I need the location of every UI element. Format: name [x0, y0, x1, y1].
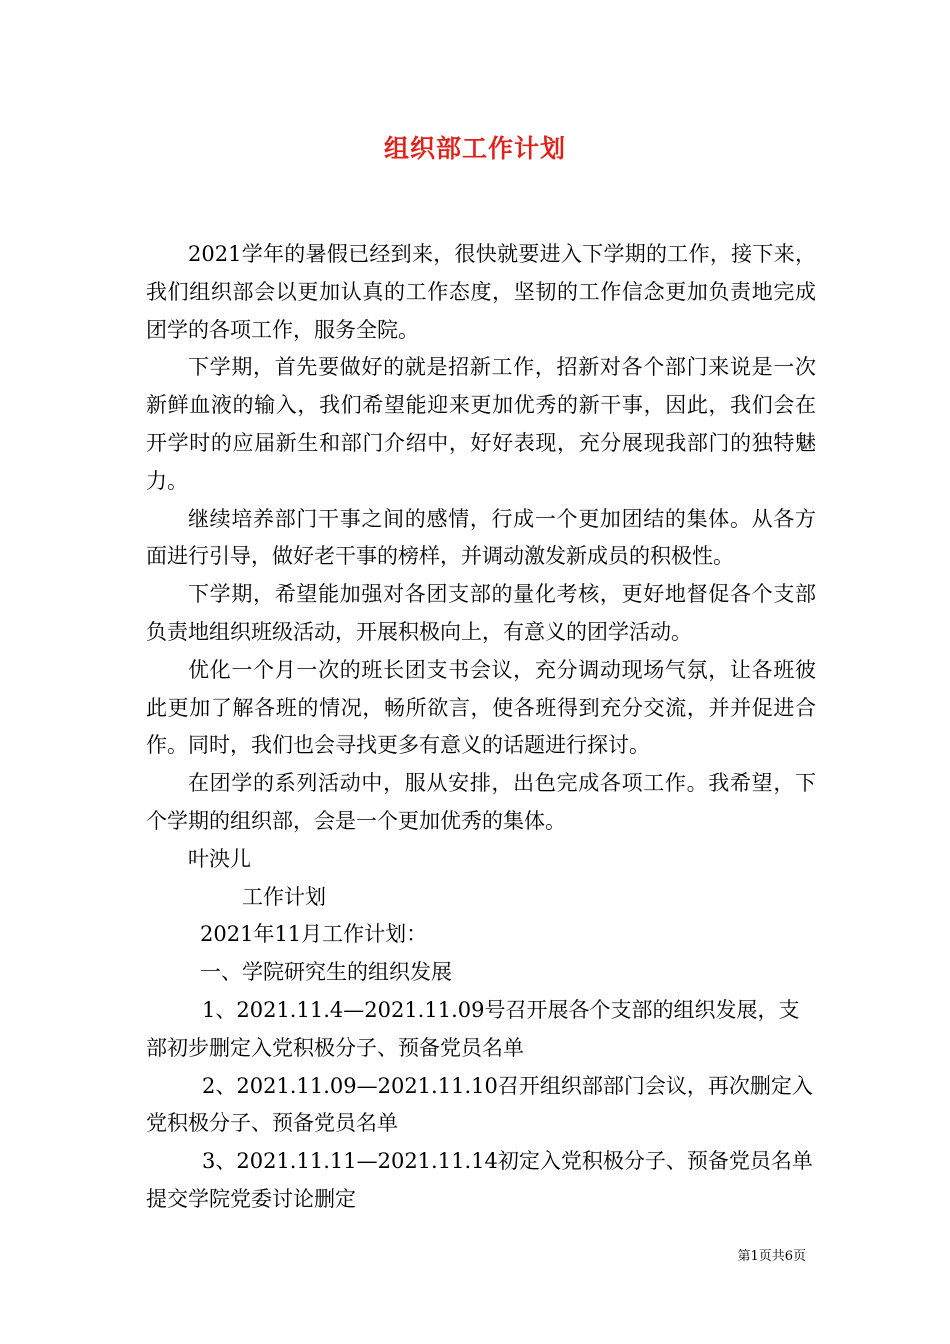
section-heading: 工作计划: [242, 884, 326, 909]
signature: 叶泱儿: [188, 846, 251, 871]
month-plan-heading: 2021年11月工作计划：: [200, 922, 428, 947]
paragraph: 在团学的系列活动中，服从安排，出色完成各项工作。我希望，下个学期的组织部，会是一个更加优秀的集体。: [146, 771, 816, 833]
paragraph: 继续培养部门干事之间的感情，行成一个更加团结的集体。从各方面进行引导，做好老干事的榜样，并调动激发新成员的积极性。: [146, 506, 816, 569]
document-body: [146, 236, 816, 1219]
paragraph: 优化一个月一次的班长团支书会议，充分调动现场气氛，让各班彼此更加了解各班的情况，畅所欲言，使各班得到充分交流，并并促进合作。同时，我们也会寻找更多有意义的话题进行探讨。: [146, 657, 816, 758]
paragraph: 下学期，希望能加强对各团支部的量化考核，更好地督促各个支部负责地组织班级活动，开展积极向上，有意义的团学活动。: [146, 582, 816, 644]
page-number: 第1页共6页: [737, 1249, 806, 1264]
subheading: 一、学院研究生的组织发展: [200, 960, 452, 985]
paragraph: 2021学年的暑假已经到来，很快就要进入下学期的工作，接下来，我们组织部会以更加认真的工作态度，坚韧的工作信念更加负责地完成团学的各项工作，服务全院。: [146, 242, 816, 342]
document-title: 组织部工作计划: [383, 134, 566, 163]
list-item: 3、2021.11.11—2021.11.14初定入党积极分子、预备党员名单提交学院党委讨论删定: [146, 1149, 813, 1211]
list-item: 1、2021.11.4—2021.11.09号召开展各个支部的组织发展，支部初步删定入党积极分子、预备党员名单: [146, 997, 800, 1060]
list-item: 2、2021.11.09—2021.11.10召开组织部部门会议，再次删定入党积极分子、预备党员名单: [146, 1073, 813, 1136]
paragraph: 下学期，首先要做好的就是招新工作，招新对各个部门来说是一次新鲜血液的输入，我们希望能迎来更加优秀的新干事，因此，我们会在开学时的应届新生和部门介绍中，好好表现，充分展现我部门的独特魅力。: [146, 355, 816, 493]
